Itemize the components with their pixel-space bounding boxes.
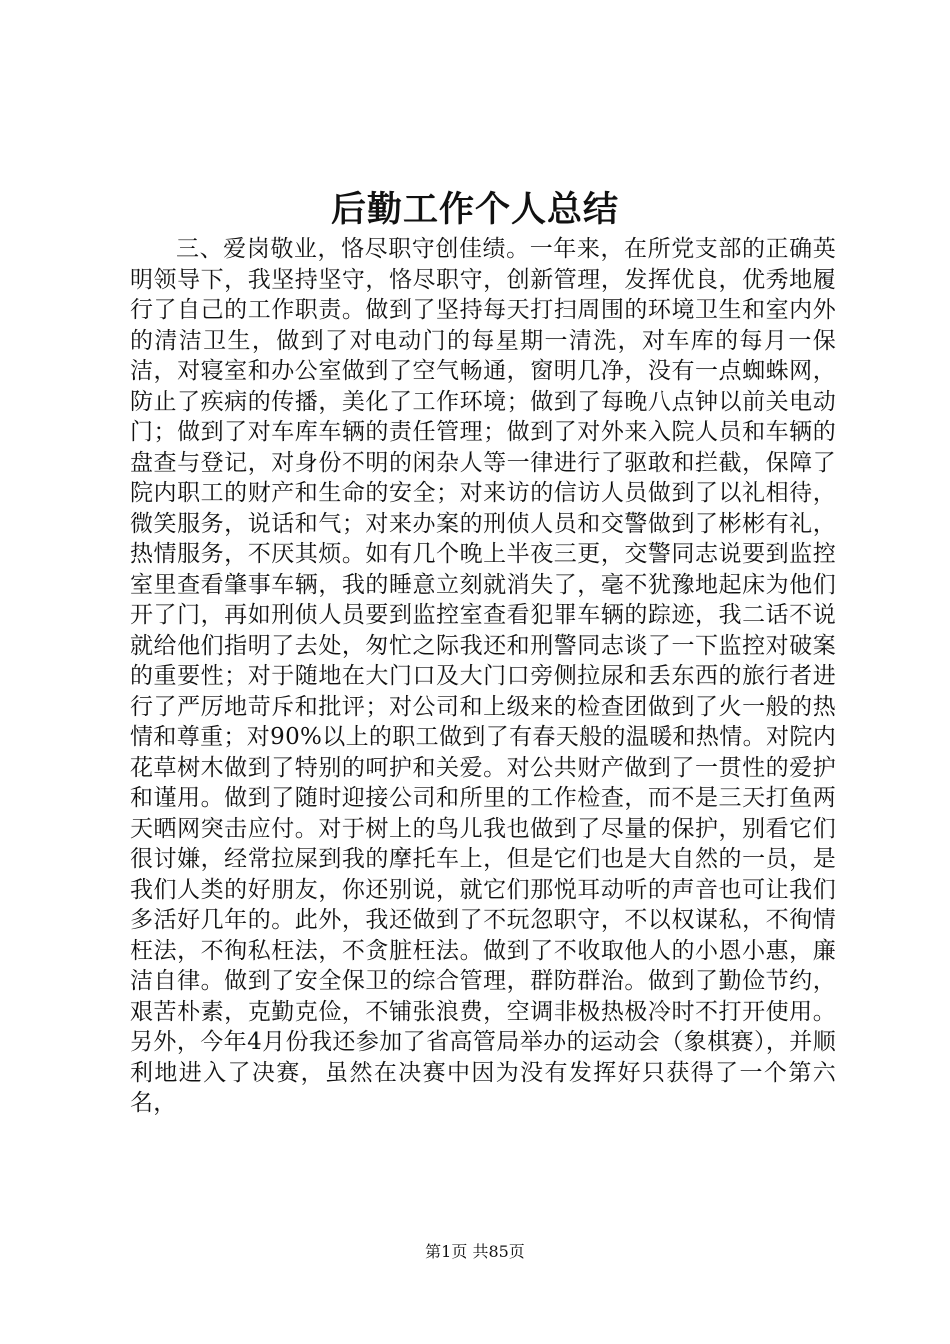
body-paragraph: 三、爱岗敬业，恪尽职守创佳绩。一年来，在所党支部的正确英明领导下，我坚持坚守，恪尽职守，创新管理，发挥优良，优秀地履行了自己的工作职责。做到了坚持每天打扫周围的环境卫生和室内外的清洁卫生，做到了对电动门的每星期一清洗，对车库的每月一保洁，对寝室和办公室做到了空气畅通，窗明几净，没有一点蜘蛛网，防止了疾病的传播，美化了工作环境；做到了每晚八点钟以前关电动门；做到了对车库车辆的责任管理；做到了对外来入院人员和车辆的盘查与登记，对身份不明的闲杂人等一律进行了驱敢和拦截，保障了院内职工的财产和生命的安全；对来访的信访人员做到了以礼相待，微笑服务，说话和气；对来办案的刑侦人员和交警做到了彬彬有礼，热情服务，不厌其烦。如有几个晚上半夜三更，交警同志说要到监控室里查看肇事车辆，我的睡意立刻就消失了，毫不犹豫地起床为他们开了门，再如刑侦人员要到监控室查看犯罪车辆的踪迹，我二话不说就给他们指明了去处，匆忙之际我还和刑警同志谈了一下监控对破案的重要性；对于随地在大门口及大门口旁侧拉尿和丢东西的旅行者进行了严厉地苛斥和批评；对公司和上级来的检查团做到了火一般的热情和尊重；对90%以上的职工做到了有春天般的温暖和热情。对院内花草树木做到了特别的呵护和关爱。对公共财产做到了一贯性的爱护和谨用。做到了随时迎接公司和所里的工作检查，而不是三天打鱼两天晒网突击应付。对于树上的鸟儿我也做到了尽量的保护，别看它们很讨嫌，经常拉屎到我的摩托车上，但是它们也是大自然的一员，是我们人类的好朋友，你还别说，就它们那悦耳动听的声音也可让我们多活好几年的。此外，我还做到了不玩忽职守，不以权谋私，不徇情枉法，不徇私枉法，不贪脏枉法。做到了不收取他人的小恩小惠，廉洁自律。做到了安全保卫的综合管理，群防群治。做到了勤俭节约，艰苦朴素，克勤克俭，不铺张浪费，空调非极热极冷时不打开使用。另外，今年4月份我还参加了省高管局举办的运动会（象棋赛），并顺利地进入了决赛，虽然在决赛中因为没有发挥好只获得了一个第六名， xyxy=(130,236,836,1116)
document-title: 后勤工作个人总结 xyxy=(330,189,619,230)
page-footer: 第1页 共85页 xyxy=(425,1242,525,1261)
